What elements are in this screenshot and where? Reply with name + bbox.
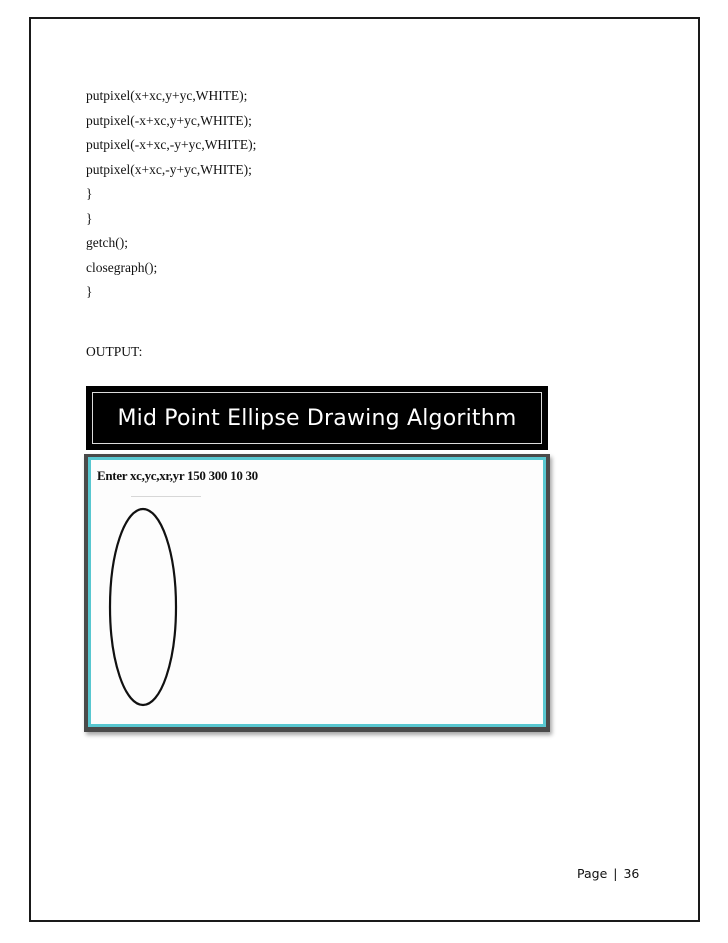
page-number: 36: [623, 866, 640, 881]
code-line: closegraph();: [86, 259, 158, 275]
ellipse-drawing: [105, 504, 185, 714]
code-line: }: [86, 186, 93, 201]
code-line: }: [86, 284, 93, 299]
footer-separator: |: [613, 866, 618, 881]
input-prompt: Enter xc,yc,xr,yr 150 300 10 30: [97, 468, 258, 483]
code-line: putpixel(x+xc,y+yc,WHITE);: [86, 88, 248, 103]
code-line: putpixel(-x+xc,-y+yc,WHITE);: [86, 137, 257, 152]
figure-title-banner: [86, 386, 548, 450]
page-word: Page: [577, 866, 608, 881]
figure-title: Mid Point Ellipse Drawing Algorithm: [117, 405, 517, 431]
code-line: }: [86, 210, 93, 226]
code-line: getch();: [86, 235, 128, 250]
output-window-frame: [88, 457, 546, 727]
page-footer: [577, 866, 639, 881]
prompt-underline: [131, 496, 201, 497]
figure-title-banner-inner: [92, 392, 542, 444]
code-line: putpixel(x+xc,-y+yc,WHITE);: [86, 161, 252, 177]
ellipse-shape: [110, 509, 176, 705]
output-window: [84, 454, 550, 732]
code-block: [86, 84, 486, 305]
output-label: OUTPUT:: [86, 344, 143, 359]
output-screen: [91, 460, 543, 724]
code-line: putpixel(-x+xc,y+yc,WHITE);: [86, 112, 252, 128]
